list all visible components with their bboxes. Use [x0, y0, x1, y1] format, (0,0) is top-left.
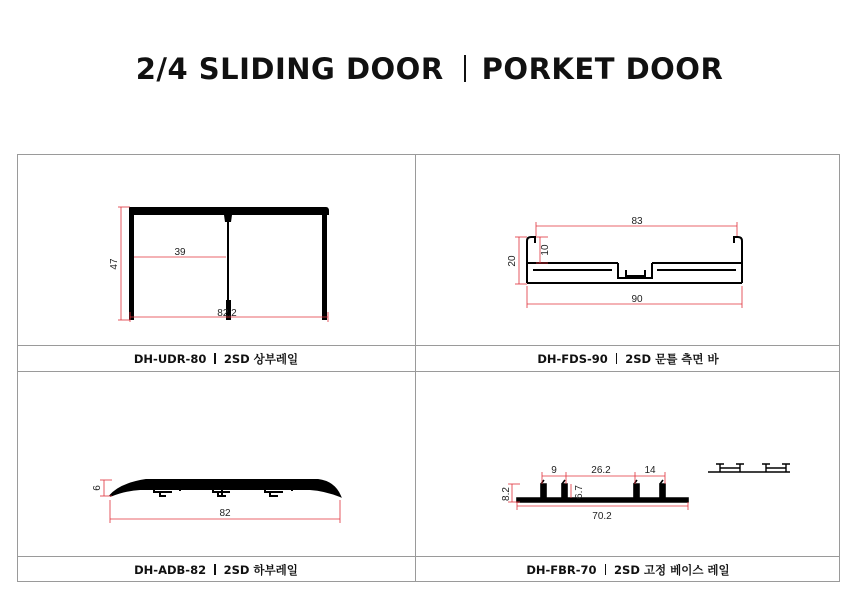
fds90-dim-lip: 10: [540, 244, 551, 256]
fbr70-dim-height: 8.2: [501, 487, 512, 501]
fbr70-dim-c: 14: [644, 465, 656, 476]
fds90-dim-height: 20: [507, 255, 518, 267]
fbr70-dim-slot: 6.7: [574, 485, 585, 499]
udr80-dimensions: [118, 207, 328, 322]
caption-udr80-name: 2SD 상부레일: [223, 352, 299, 366]
udr80-dim-width: 82.2: [217, 308, 237, 319]
fbr70-profile: [517, 480, 688, 502]
adb82-dim-height: 6: [92, 485, 103, 491]
adb82-profile: [110, 480, 340, 496]
fbr70-dim-b: 26.2: [591, 465, 611, 476]
fbr70-small-profiles: [708, 464, 790, 472]
caption-udr80-code: DH-UDR-80: [133, 352, 207, 366]
title-porket-door: PORKET DOOR: [481, 52, 724, 86]
fbr70-dim-a: 9: [551, 465, 557, 476]
udr80-profile: [129, 207, 329, 320]
fds90-dim-width: 90: [631, 294, 643, 305]
title-sliding-door: 2/4 SLIDING DOOR: [135, 52, 444, 86]
udr80-dim-height: 47: [109, 258, 120, 270]
caption-adb82-name: 2SD 하부레일: [223, 563, 298, 577]
udr80-dim-inner: 39: [174, 247, 186, 258]
fbr70-dim-width: 70.2: [592, 511, 612, 522]
fds90-profile: [527, 237, 742, 283]
caption-fbr70-name: 2SD 고정 베이스 레일: [614, 563, 730, 577]
caption-adb82-code: DH-ADB-82: [134, 563, 207, 577]
adb82-dim-width: 82: [219, 508, 231, 519]
caption-fds90-name: 2SD 문틀 측면 바: [625, 352, 719, 366]
caption-fbr70-code: DH-FBR-70: [526, 563, 597, 577]
fds90-dimensions: [515, 222, 742, 308]
caption-fds90-code: DH-FDS-90: [537, 352, 608, 366]
fds90-dim-top: 83: [631, 216, 643, 227]
